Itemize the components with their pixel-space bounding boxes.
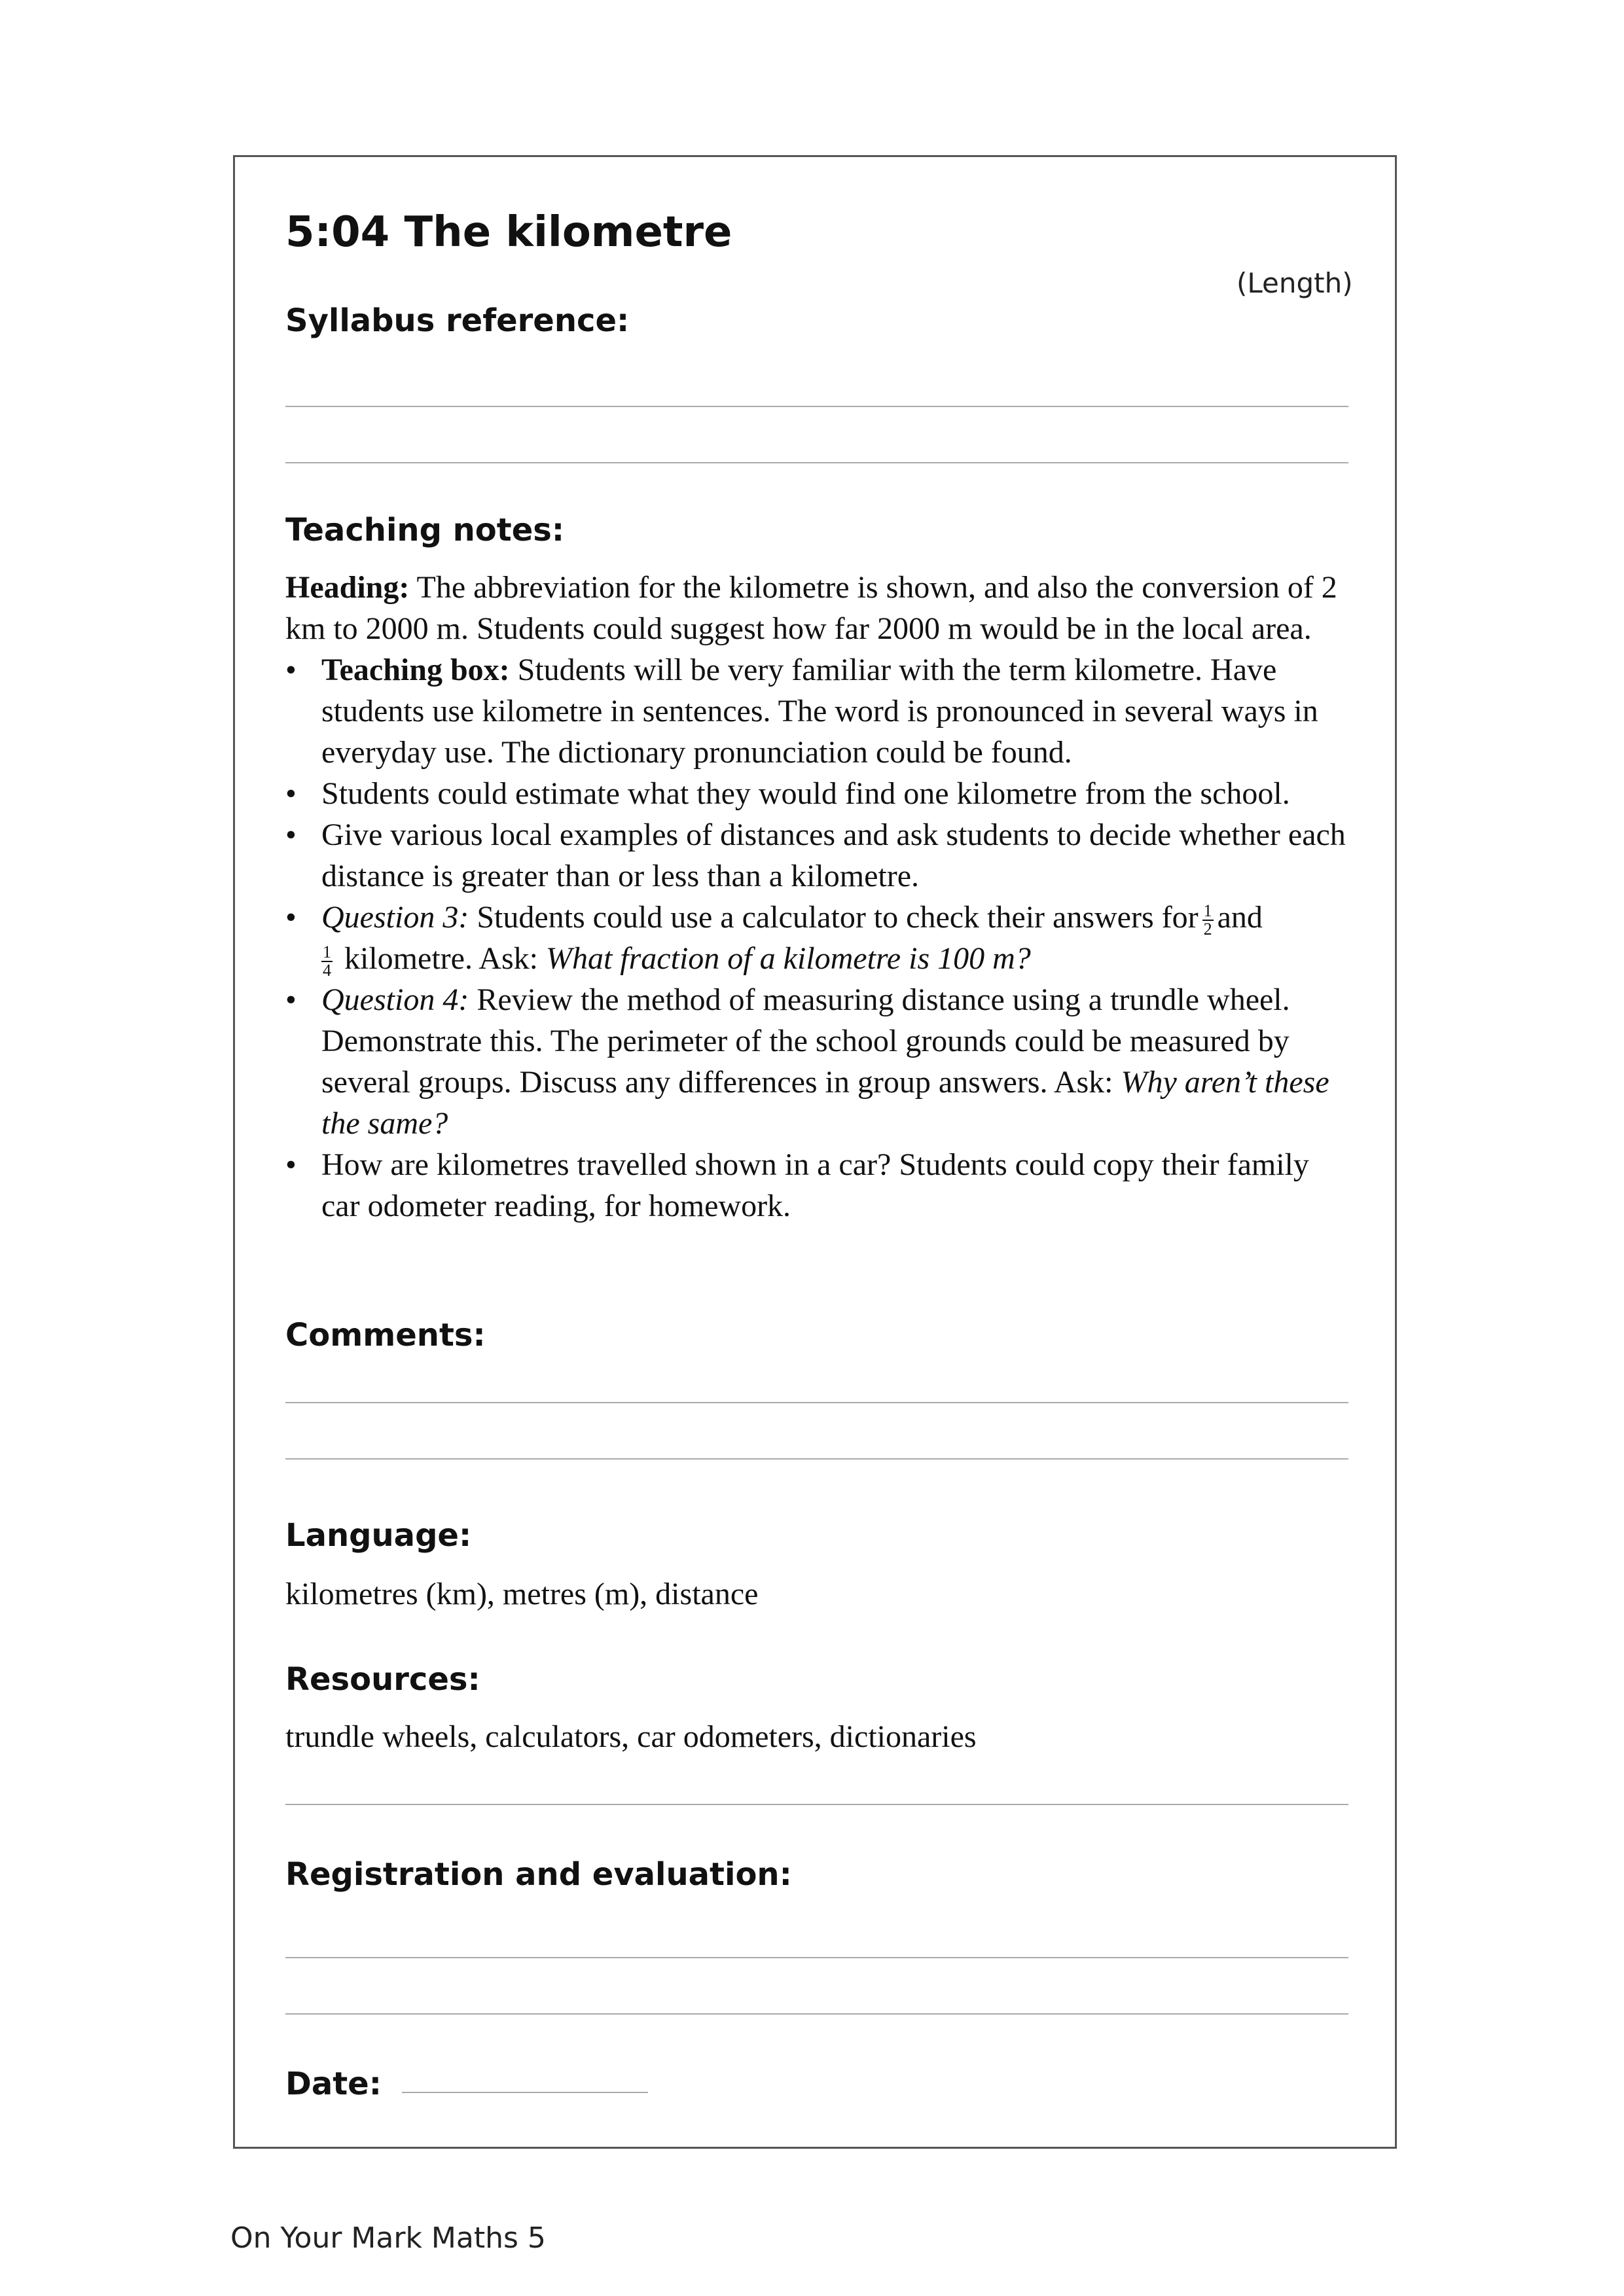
comments-line-1[interactable]	[285, 1402, 1348, 1403]
list-item-text: Give various local examples of distances and ask students to decide whether each distance is greater than or less than a kilometre.	[321, 817, 1346, 893]
teaching-box-label: Teaching box:	[321, 653, 510, 687]
resources-line[interactable]	[285, 1804, 1348, 1805]
list-item-text: kilometre. Ask:	[344, 941, 538, 976]
registration-heading: Registration and evaluation:	[285, 1856, 792, 1893]
list-item-text: and	[1217, 900, 1263, 935]
question-4-label: Question 4:	[321, 982, 469, 1017]
fraction-denominator: 4	[323, 960, 331, 980]
list-item	[285, 1144, 1352, 1227]
syllabus-heading: Syllabus reference:	[285, 302, 630, 339]
syllabus-line-1[interactable]	[285, 406, 1348, 407]
list-item	[285, 649, 1352, 773]
list-item-text: Review the method of measuring distance using a trundle wheel. Demonstrate this. The perimeter of the school grounds could be measured by several groups. Discuss any differences in group answers. Ask:	[321, 982, 1290, 1100]
comments-heading: Comments:	[285, 1317, 486, 1354]
list-item-text: Students could estimate what they would find one kilometre from the school.	[321, 776, 1290, 811]
language-text: kilometres (km), metres (m), distance	[285, 1577, 759, 1611]
list-item	[285, 897, 1352, 979]
date-label: Date:	[285, 2066, 382, 2102]
heading-note-label: Heading:	[285, 570, 410, 605]
fraction-half	[1202, 903, 1214, 938]
heading-note-text: The abbreviation for the kilometre is shown, and also the conversion of 2 km to 2000 m. Students could suggest how far 2000 m would be in the local area.	[285, 570, 1337, 646]
footer-text: On Your Mark Maths 5	[230, 2221, 546, 2255]
date-field[interactable]	[402, 2092, 648, 2093]
registration-line-1[interactable]	[285, 1957, 1348, 1958]
list-item	[285, 979, 1352, 1144]
resources-heading: Resources:	[285, 1661, 480, 1698]
list-item-text: How are kilometres travelled shown in a car? Students could copy their family car odometer reading, for homework.	[321, 1147, 1309, 1223]
page-title: 5:04 The kilometre	[285, 208, 732, 257]
comments-line-2[interactable]	[285, 1458, 1348, 1460]
question-4-prompt: Why aren’t these the same?	[321, 1065, 1329, 1141]
fraction-numerator: 1	[1203, 901, 1212, 920]
fraction-numerator: 1	[323, 942, 331, 961]
registration-line-2[interactable]	[285, 2013, 1348, 2015]
list-item	[285, 773, 1352, 814]
teaching-notes-list	[285, 649, 1352, 1227]
fraction-quarter	[321, 944, 333, 979]
resources-text: trundle wheels, calculators, car odometers, dictionaries	[285, 1719, 977, 1754]
list-item-text: Students will be very familiar with the term kilometre. Have students use kilometre in sentences. The word is pronounced in several ways in everyday use. The dictionary pronunciation could be found.	[321, 653, 1318, 770]
question-3-prompt: What fraction of a kilometre is 100 m?	[545, 941, 1031, 976]
list-item-text: Students could use a calculator to check their answers for	[477, 900, 1199, 935]
teaching-notes-body	[285, 567, 1352, 1227]
list-item	[285, 814, 1352, 897]
heading-note	[285, 567, 1352, 649]
fraction-denominator: 2	[1203, 919, 1212, 939]
strand-label: (Length)	[1236, 267, 1353, 299]
language-heading: Language:	[285, 1517, 472, 1554]
question-3-label: Question 3:	[321, 900, 469, 935]
syllabus-line-2[interactable]	[285, 462, 1348, 463]
teaching-notes-heading: Teaching notes:	[285, 512, 565, 548]
